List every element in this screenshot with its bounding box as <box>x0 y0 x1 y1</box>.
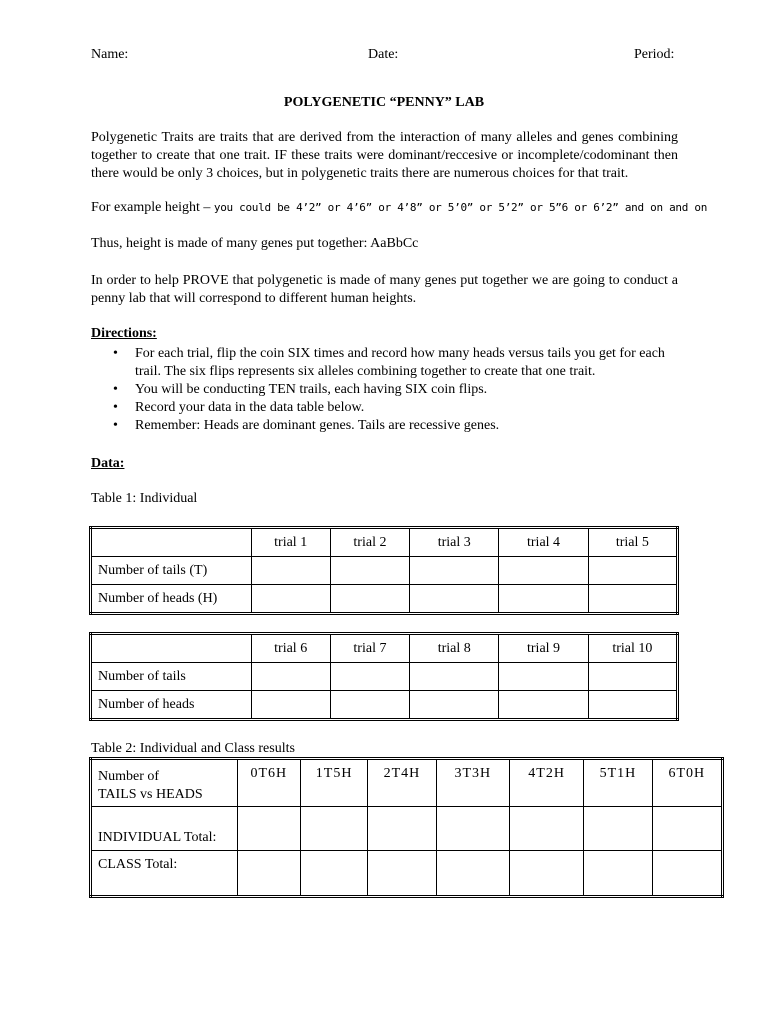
table-header-cell: trial 7 <box>330 634 409 663</box>
table-row <box>91 557 678 585</box>
data-cell[interactable] <box>499 585 588 614</box>
table-header-cell: 3T3H <box>436 759 509 807</box>
data-heading: Data: <box>91 456 125 471</box>
table1-trials-6-10 <box>89 632 679 721</box>
table-header-cell: trial 9 <box>499 634 588 663</box>
date-label: Date: <box>368 47 399 62</box>
direction-text: Remember: Heads are dominant genes. Tails are recessive genes. <box>135 418 500 433</box>
table-header-cell: 2T4H <box>368 759 436 807</box>
intro-paragraph: Polygenetic Traits are traits that are derived from the interaction of many alleles and genes combining together to create that one trait. IF these traits were dominant/reccesive or incomplete/codominant then there would be only 3 choices, but in polygenetic traits there are numerous choices for that trait. <box>91 130 678 181</box>
data-cell[interactable] <box>300 807 367 851</box>
list-item <box>91 381 691 399</box>
table-header-row <box>91 528 678 557</box>
corner-line: Number of <box>98 769 160 784</box>
data-cell[interactable] <box>652 807 722 851</box>
corner-label <box>91 759 238 807</box>
table-header-cell: trial 4 <box>499 528 588 557</box>
table-header-row <box>91 634 678 663</box>
data-cell[interactable] <box>237 851 300 897</box>
list-item <box>91 345 691 381</box>
table-header-cell: trial 8 <box>410 634 499 663</box>
directions-heading: Directions: <box>91 326 157 341</box>
table-row <box>91 585 678 614</box>
data-cell[interactable] <box>251 557 330 585</box>
table-row <box>91 663 678 691</box>
table-row <box>91 851 723 897</box>
table-header-cell <box>91 634 252 663</box>
row-label: Number of heads (H) <box>91 585 252 614</box>
direction-text: You will be conducting TEN trails, each having SIX coin flips. <box>135 382 488 397</box>
table-row <box>91 807 723 851</box>
data-cell[interactable] <box>368 851 436 897</box>
page-title: POLYGENETIC “PENNY” LAB <box>283 95 485 110</box>
data-cell[interactable] <box>237 807 300 851</box>
table1-trials-1-5 <box>89 526 679 615</box>
data-cell[interactable] <box>436 807 509 851</box>
data-cell[interactable] <box>300 851 367 897</box>
data-cell[interactable] <box>509 851 583 897</box>
row-label: INDIVIDUAL Total: <box>91 807 238 851</box>
data-cell[interactable] <box>588 691 677 720</box>
table-header-cell: trial 5 <box>588 528 677 557</box>
data-cell[interactable] <box>436 851 509 897</box>
table-header-cell: trial 2 <box>330 528 409 557</box>
data-cell[interactable] <box>588 663 677 691</box>
data-cell[interactable] <box>588 585 677 614</box>
list-item <box>91 417 691 435</box>
data-cell[interactable] <box>499 557 588 585</box>
example-prefix: For example height – <box>91 200 214 215</box>
data-cell[interactable] <box>410 557 499 585</box>
row-label: Number of tails (T) <box>91 557 252 585</box>
directions-list <box>91 345 691 435</box>
table-header-cell: trial 6 <box>251 634 330 663</box>
table2-caption: Table 2: Individual and Class results <box>91 741 295 756</box>
table-header-cell: trial 3 <box>410 528 499 557</box>
data-cell[interactable] <box>588 557 677 585</box>
data-cell[interactable] <box>368 807 436 851</box>
name-label: Name: <box>91 47 129 62</box>
table-header-cell: 1T5H <box>300 759 367 807</box>
bullet-icon: • <box>113 400 118 415</box>
example-line <box>91 200 708 216</box>
table-header-cell: 4T2H <box>509 759 583 807</box>
data-cell[interactable] <box>410 585 499 614</box>
bullet-icon: • <box>113 346 118 361</box>
table-header-row <box>91 759 723 807</box>
table-header-cell: trial 1 <box>251 528 330 557</box>
prove-paragraph: In order to help PROVE that polygenetic is made of many genes put together we are going to conduct a penny lab that will correspond to different human heights. <box>91 273 678 306</box>
data-cell[interactable] <box>330 663 409 691</box>
data-cell[interactable] <box>509 807 583 851</box>
table2-results <box>89 757 724 898</box>
table1-caption: Table 1: Individual <box>91 491 198 506</box>
data-cell[interactable] <box>584 807 652 851</box>
table-header-cell <box>91 528 252 557</box>
thus-line: Thus, height is made of many genes put together: AaBbCc <box>91 236 419 251</box>
direction-text: Record your data in the data table below. <box>135 400 365 415</box>
data-cell[interactable] <box>251 585 330 614</box>
corner-line: TAILS vs HEADS <box>98 787 203 802</box>
table-header-cell: 0T6H <box>237 759 300 807</box>
row-label: Number of tails <box>91 663 252 691</box>
data-cell[interactable] <box>410 663 499 691</box>
data-cell[interactable] <box>251 663 330 691</box>
row-label: Number of heads <box>91 691 252 720</box>
list-item <box>91 399 691 417</box>
data-cell[interactable] <box>499 663 588 691</box>
data-cell[interactable] <box>330 557 409 585</box>
data-cell[interactable] <box>410 691 499 720</box>
data-cell[interactable] <box>330 691 409 720</box>
table-header-cell: 6T0H <box>652 759 722 807</box>
bullet-icon: • <box>113 418 118 433</box>
direction-text: For each trial, flip the coin SIX times and record how many heads versus tails you get for each trail. The six flips represents six alleles combining together to create that one trait. <box>135 346 665 379</box>
table-header-cell: trial 10 <box>588 634 677 663</box>
data-cell[interactable] <box>251 691 330 720</box>
example-heights: you could be 4’2” or 4’6” or 4’8” or 5’0” or 5’2” or 5”6 or 6’2” and on and on <box>213 201 708 214</box>
row-label: CLASS Total: <box>91 851 238 897</box>
data-cell[interactable] <box>330 585 409 614</box>
data-cell[interactable] <box>499 691 588 720</box>
data-cell[interactable] <box>652 851 722 897</box>
table-row <box>91 691 678 720</box>
bullet-icon: • <box>113 382 118 397</box>
data-cell[interactable] <box>584 851 652 897</box>
table-header-cell: 5T1H <box>584 759 652 807</box>
period-label: Period: <box>634 47 675 62</box>
